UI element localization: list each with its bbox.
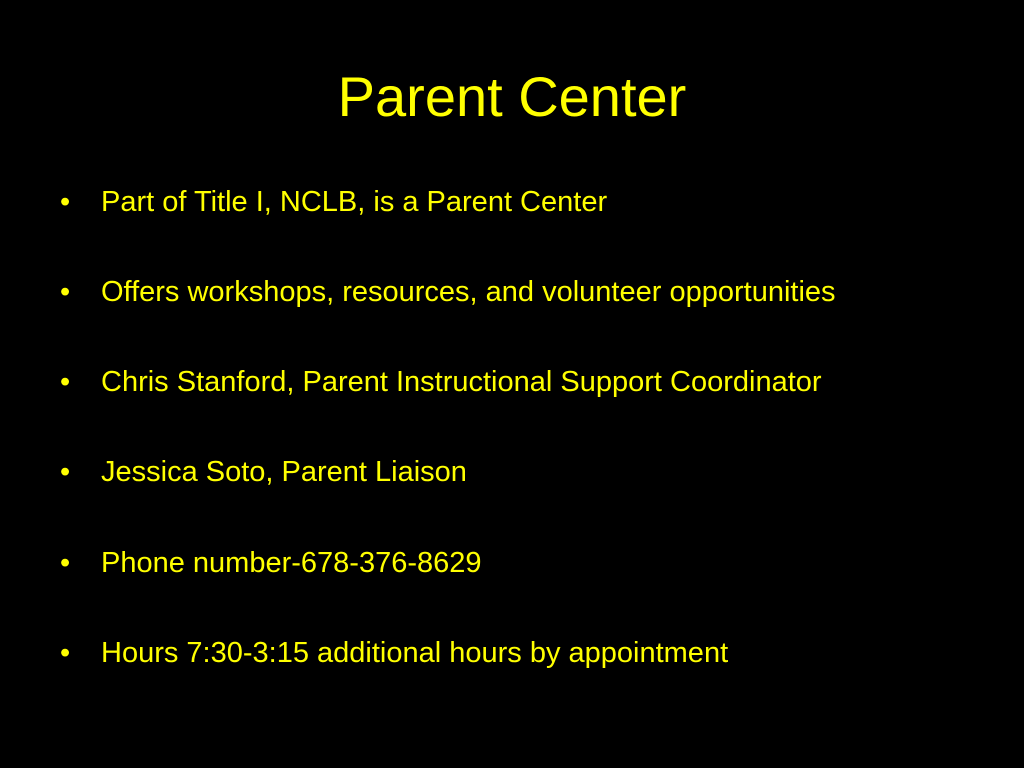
bullet-item (60, 272, 1000, 312)
bullet-text: Offers workshops, resources, and volunteer opportunities (101, 276, 836, 308)
bullet-item (60, 452, 1000, 492)
bullet-text: Part of Title I, NCLB, is a Parent Center (101, 186, 608, 218)
bullet-text: Chris Stanford, Parent Instructional Support Coordinator (101, 366, 822, 398)
bullet-point-icon: • (60, 366, 71, 398)
bullet-point-icon: • (60, 456, 71, 488)
bullet-item (60, 362, 1000, 402)
bullet-text: Phone number-678-376-8629 (101, 547, 482, 579)
bullet-point-icon: • (60, 276, 71, 308)
bullet-item (60, 182, 1000, 222)
bullet-item (60, 543, 1000, 583)
bullet-point-icon: • (60, 637, 71, 669)
bullet-point-icon: • (60, 547, 71, 579)
bullet-text: Jessica Soto, Parent Liaison (101, 456, 467, 488)
bullet-item (60, 633, 1000, 673)
bullet-point-icon: • (60, 186, 71, 218)
slide-title: Parent Center (337, 65, 687, 128)
bullet-text: Hours 7:30-3:15 additional hours by appointment (101, 637, 729, 669)
